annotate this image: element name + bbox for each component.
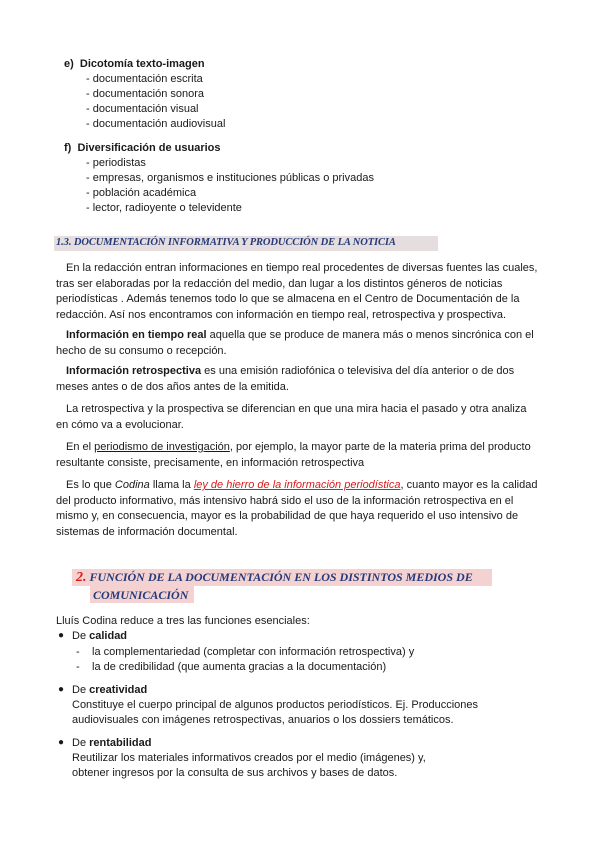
paragraph-ley-hierro xyxy=(56,478,546,540)
section-heading-1-3: 1.3. DOCUMENTACIÓN INFORMATIVA Y PRODUCCIÓN DE LA NOTICIA xyxy=(56,237,396,248)
list-item: - periodistas xyxy=(86,157,146,169)
function-description: obtener ingresos por la consulta de sus archivos y bases de datos. xyxy=(72,767,398,779)
paragraph-retrospectiva xyxy=(56,364,546,395)
paragraph-line: en cómo va a evolucionar. xyxy=(56,418,184,431)
dash-marker: - xyxy=(76,661,80,673)
list-item: - documentación visual xyxy=(86,103,199,115)
paragraph-line: sistemas de información documental. xyxy=(56,525,238,538)
bullet-icon: ● xyxy=(58,737,65,748)
paragraph-line: hecho de su consumo o recepción. xyxy=(56,344,227,357)
section-heading-2 xyxy=(76,570,473,586)
paragraph-line: periodísticas . Además tenemos todo lo que se almacena en el Centro de Documentación de la xyxy=(56,293,520,305)
paragraph-line: resultante consiste, precisamente, en información retrospectiva xyxy=(56,456,365,469)
function-name: calidad xyxy=(89,630,128,642)
paragraph-line: tras ser elaboradas por la redacción del medio, dan lugar a los distintos géneros de noticias xyxy=(56,277,503,290)
section-number: 2. xyxy=(76,570,87,585)
paragraph-line: En la redacción entran informaciones en tiempo real procedentes de diversas fuentes las cuales, xyxy=(66,262,538,274)
section-heading-2-line2: COMUNICACIÓN xyxy=(93,588,189,602)
link-ley-hierro[interactable]: ley de hierro de la información periodística xyxy=(193,479,401,491)
link-periodismo-investigacion[interactable]: periodismo de investigación xyxy=(94,441,230,453)
list-item: - documentación escrita xyxy=(86,73,203,85)
paragraph-text: es una emisión radiofónica o televisiva del día anterior o de dos xyxy=(201,365,515,377)
list-item: la complementariedad (completar con información retrospectiva) y xyxy=(92,646,415,658)
list-item: - documentación sonora xyxy=(86,88,205,100)
function-description: audiovisuales con imágenes retrospectivas, anuarios o los dossiers temáticos. xyxy=(72,714,454,726)
paragraph-text: Es lo que xyxy=(66,479,115,491)
paragraph-investigacion xyxy=(56,440,546,471)
section-f-title: Diversificación de usuarios xyxy=(77,142,221,154)
paragraph-line: La retrospectiva y la prospectiva se diferencian en que una mira hacia el pasado y otra analiza xyxy=(66,403,527,415)
function-calidad xyxy=(72,629,127,644)
author-name: Codina xyxy=(114,479,150,491)
dash-marker: - xyxy=(76,646,80,658)
section-e-title: Dicotomía texto-imagen xyxy=(79,58,205,70)
function-prefix: De xyxy=(72,630,90,642)
heading-text: FUNCIÓN DE LA DOCUMENTACIÓN EN LOS DISTINTOS MEDIOS DE xyxy=(86,570,473,584)
paragraph-tiempo-real xyxy=(56,328,546,359)
paragraph-text: , cuanto mayor es la calidad xyxy=(400,479,538,491)
paragraph-text: aquella que se produce de manera más o menos sincrónica con el xyxy=(206,329,534,341)
function-rentabilidad xyxy=(72,736,151,751)
function-name: rentabilidad xyxy=(89,737,152,749)
list-item: la de credibilidad (que aumenta gracias a la documentación) xyxy=(92,661,387,673)
paragraph-text: En el xyxy=(66,441,95,453)
section-f-label: f) xyxy=(64,142,72,154)
section-e-heading xyxy=(64,57,205,72)
function-prefix: De xyxy=(72,737,90,749)
paragraph-line: meses antes o de dos años antes de la emitida. xyxy=(56,380,289,393)
section-e-label: e) xyxy=(64,58,74,70)
function-name: creatividad xyxy=(89,684,148,696)
list-item: - población académica xyxy=(86,187,197,199)
term-retrospectiva: Información retrospectiva xyxy=(66,365,202,377)
paragraph-line: redacción. Así nos encontramos con información en tiempo real, retrospectiva y prospectiva. xyxy=(56,308,507,321)
list-item: - lector, radioyente o televidente xyxy=(86,202,242,214)
function-description: Reutilizar los materiales informativos creados por el medio (imágenes) y, xyxy=(72,752,426,764)
function-creatividad xyxy=(72,683,147,698)
bullet-icon: ● xyxy=(58,684,65,695)
term-tiempo-real: Información en tiempo real xyxy=(66,329,207,341)
paragraph-diferencia xyxy=(56,402,546,433)
paragraph-intro xyxy=(56,261,546,323)
paragraph-text: llama la xyxy=(149,479,194,491)
paragraph-line: del producto informativo, más intensivo habrá sido el uso de la información retrospectiva en el xyxy=(56,494,514,507)
functions-intro: Lluís Codina reduce a tres las funciones esenciales: xyxy=(56,615,310,627)
list-item: - documentación audiovisual xyxy=(86,118,226,130)
bullet-icon: ● xyxy=(58,630,65,641)
list-item: - empresas, organismos e instituciones públicas o privadas xyxy=(86,172,374,184)
section-f-heading xyxy=(64,141,221,156)
paragraph-text: , por ejemplo, la mayor parte de la materia prima del producto xyxy=(229,441,531,453)
paragraph-line: mismo y, en consecuencia, mayor es la probabilidad de que haya requerido el uso intensivo de xyxy=(56,510,519,522)
function-description: Constituye el cuerpo principal de algunos productos periodísticos. Ej. Producciones xyxy=(72,699,479,711)
function-prefix: De xyxy=(72,684,90,696)
